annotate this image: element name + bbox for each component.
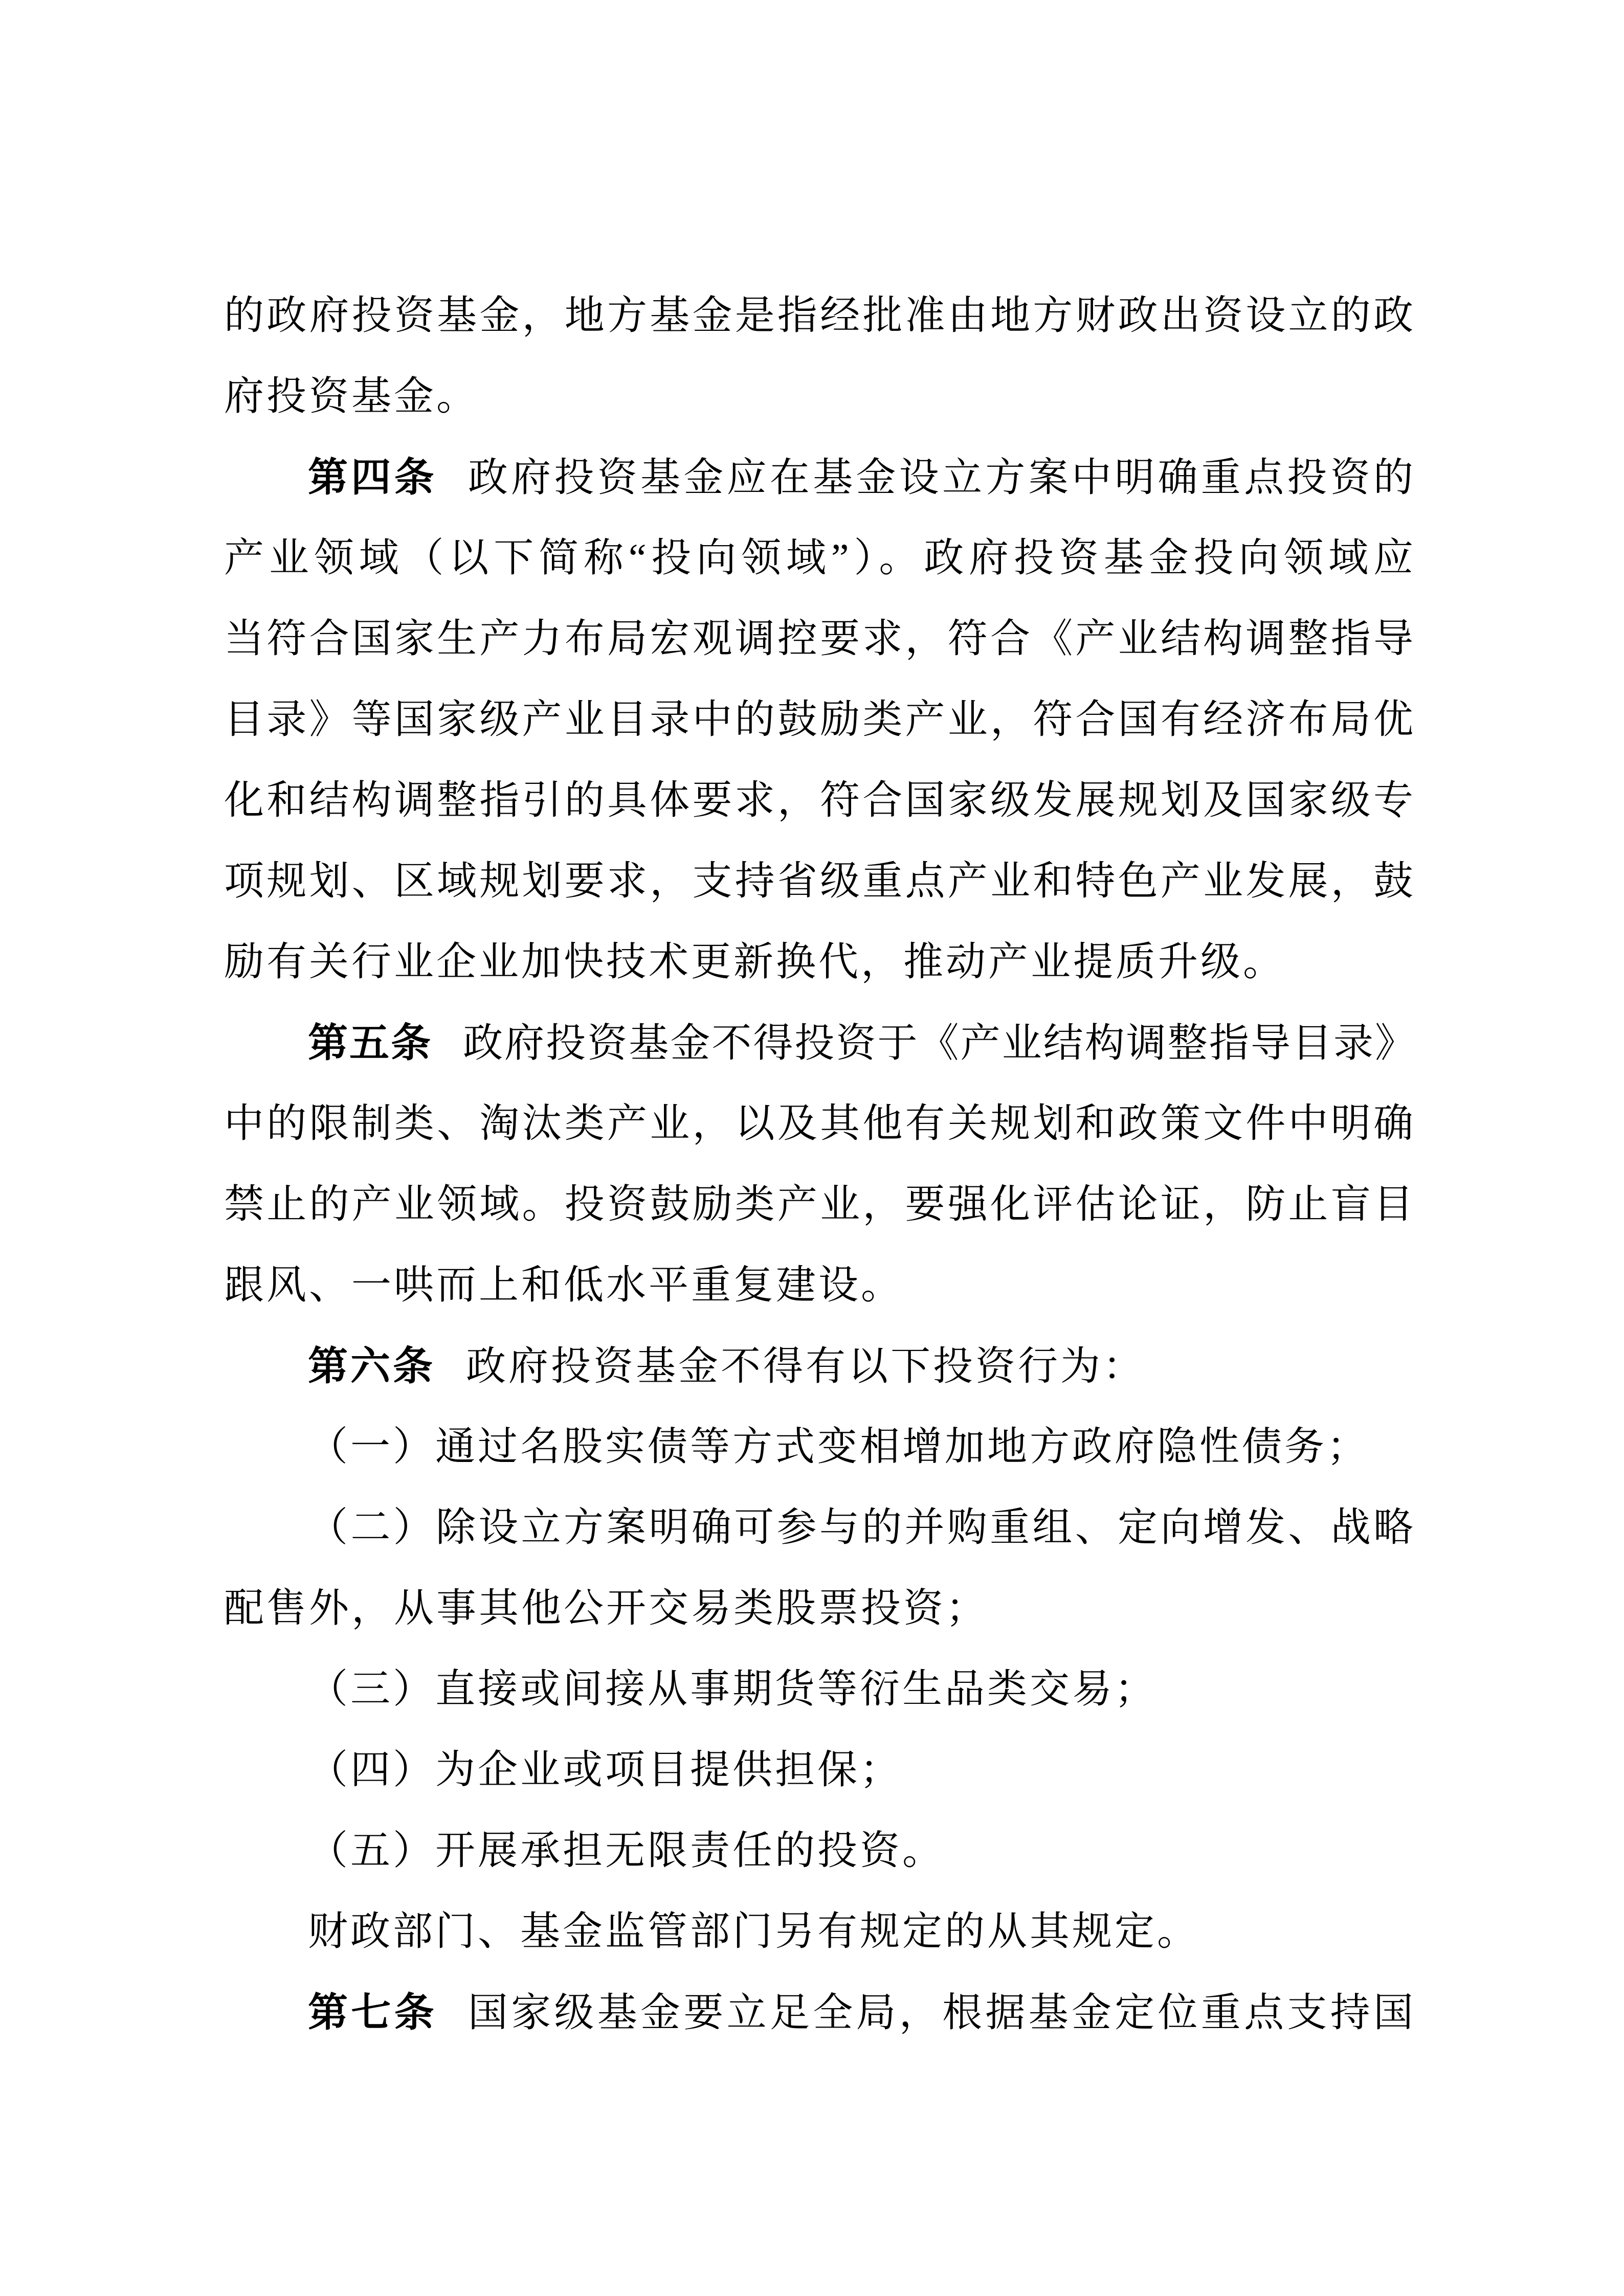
text-line — [224, 1002, 1416, 1083]
line-text: 目录》等国家级产业目录中的鼓励类产业，符合国有经济布局优 — [224, 697, 1416, 741]
text-line — [224, 1810, 1416, 1891]
text-line — [224, 356, 1416, 437]
line-text: 配售外，从事其他公开交易类股票投资； — [224, 1586, 989, 1630]
text-line — [224, 1083, 1416, 1164]
document-body — [224, 275, 1416, 2053]
text-line — [224, 517, 1416, 598]
article-heading: 第七条 — [308, 1990, 437, 2035]
text-line — [224, 1729, 1416, 1810]
text-line — [224, 841, 1416, 921]
text-line — [224, 1406, 1416, 1487]
text-line — [224, 1245, 1416, 1325]
line-text: 财政部门、基金监管部门另有规定的从其规定。 — [308, 1909, 1200, 1953]
text-line — [224, 598, 1416, 679]
line-text: （二）除设立方案明确可参与的并购重组、定向增发、战略 — [308, 1505, 1416, 1549]
line-text: 中的限制类、淘汰类产业，以及其他有关规划和政策文件中明确 — [224, 1101, 1416, 1145]
text-line — [224, 1891, 1416, 1972]
line-text: 政府投资基金不得投资于《产业结构调整指导目录》 — [463, 1021, 1416, 1065]
line-text: （四）为企业或项目提供担保； — [308, 1747, 903, 1792]
article-heading: 第五条 — [308, 1020, 433, 1065]
text-line — [224, 1325, 1416, 1406]
line-text: 的政府投资基金，地方基金是指经批准由地方财政出资设立的政 — [224, 293, 1416, 337]
line-text: 政府投资基金不得有以下投资行为： — [466, 1344, 1146, 1388]
line-text: 产业领域（以下简称“投向领域”）。政府投资基金投向领域应 — [224, 535, 1416, 580]
text-line — [224, 760, 1416, 841]
line-text: 国家级基金要立足全局，根据基金定位重点支持国 — [468, 1990, 1416, 2035]
line-text: 禁止的产业领域。投资鼓励类产业，要强化评估论证，防止盲目 — [224, 1182, 1416, 1226]
article-heading: 第四条 — [308, 455, 437, 500]
text-line — [224, 1164, 1416, 1245]
line-text: 项规划、区域规划要求，支持省级重点产业和特色产业发展，鼓 — [224, 859, 1416, 903]
text-line — [224, 1568, 1416, 1649]
line-text: （三）直接或间接从事期货等衍生品类交易； — [308, 1667, 1158, 1711]
line-text: 府投资基金。 — [224, 374, 479, 418]
line-text: 化和结构调整指引的具体要求，符合国家级发展规划及国家级专 — [224, 778, 1416, 822]
text-line — [224, 1649, 1416, 1729]
article-heading: 第六条 — [308, 1343, 436, 1388]
line-text: 励有关行业企业加快技术更新换代，推动产业提质升级。 — [224, 939, 1286, 984]
line-text: （一）通过名股实债等方式变相增加地方政府隐性债务； — [308, 1424, 1370, 1469]
text-line — [224, 437, 1416, 517]
text-line — [224, 679, 1416, 760]
line-text: 当符合国家生产力布局宏观调控要求，符合《产业结构调整指导 — [224, 616, 1416, 661]
text-line — [224, 275, 1416, 356]
line-text: 政府投资基金应在基金设立方案中明确重点投资的 — [468, 455, 1416, 500]
text-line — [224, 921, 1416, 1002]
line-text: （五）开展承担无限责任的投资。 — [308, 1828, 945, 1873]
text-line — [224, 1972, 1416, 2053]
text-line — [224, 1487, 1416, 1568]
line-text: 跟风、一哄而上和低水平重复建设。 — [224, 1263, 904, 1307]
